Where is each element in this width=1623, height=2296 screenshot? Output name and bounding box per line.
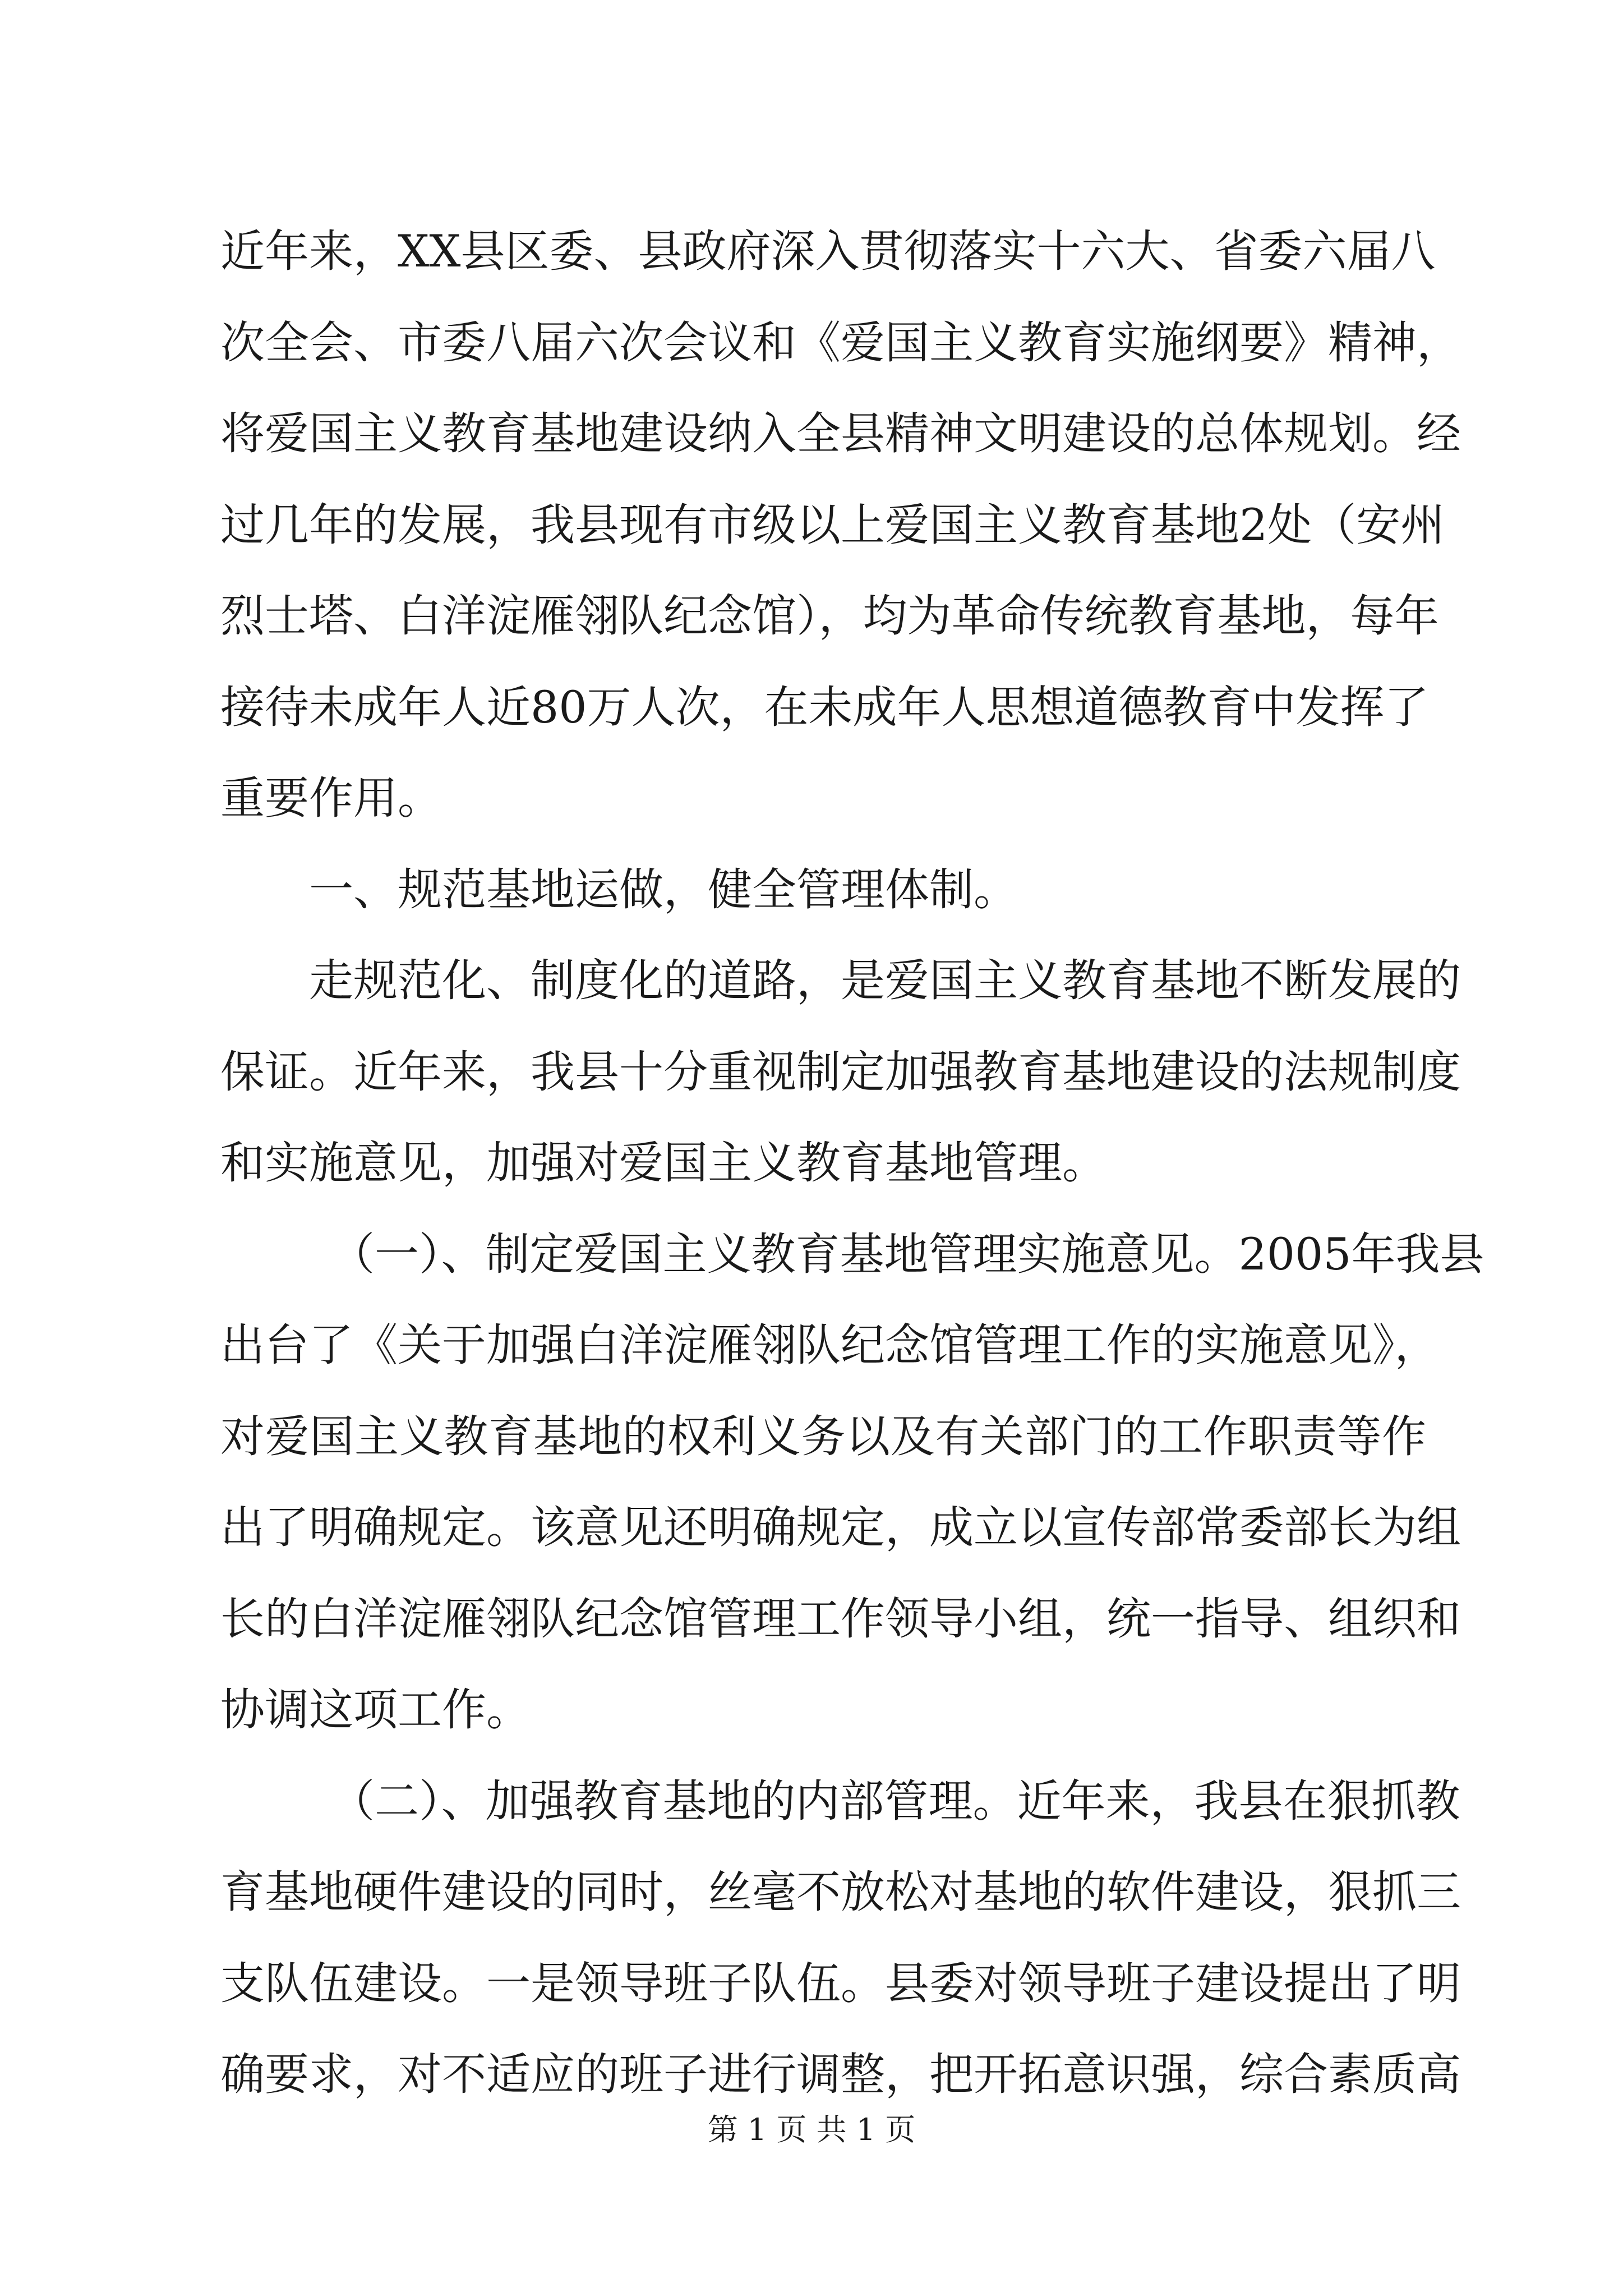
text-line: 过几年的发展，我县现有市级以上爱国主义教育基地2处（安州 [220,499,1445,551]
text-line: 协调这项工作。 [220,1684,531,1736]
text-line: 对爱国主义教育基地的权利义务以及有关部门的工作职责等作 [220,1410,1426,1462]
text-line: 支队伍建设。一是领导班子队伍。县委对领导班子建设提出了明 [220,1957,1461,2009]
text-line: 长的白洋淀雁翎队纪念馆管理工作领导小组，统一指导、组织和 [220,1593,1461,1645]
subsection-line: （一）、制定爱国主义教育基地管理实施意见。2005年我县 [330,1228,1484,1280]
section-heading: 一、规范基地运做，健全管理体制。 [309,863,1018,915]
text-line: 和实施意见，加强对爱国主义教育基地管理。 [220,1137,1106,1189]
text-line: 接待未成年人近80万人次，在未成年人思想道德教育中发挥了 [220,681,1429,733]
text-line: 将爱国主义教育基地建设纳入全县精神文明建设的总体规划。经 [220,408,1461,459]
text-line: 育基地硬件建设的同时，丝毫不放松对基地的软件建设，狠抓三 [220,1866,1461,1918]
text-line: 重要作用。 [220,772,442,824]
text-line: 确要求，对不适应的班子进行调整，把开拓意识强，综合素质高 [220,2049,1461,2100]
text-line: 出台了《关于加强白洋淀雁翎队纪念馆管理工作的实施意见》， [220,1319,1439,1371]
document-body [220,206,1484,2120]
text-line: 近年来，XX县区委、县政府深入贯彻落实十六大、省委六届八 [220,226,1436,277]
text-line: 次全会、市委八届六次会议和《爱国主义教育实施纲要》精神， [220,316,1461,369]
text-line: 出了明确规定。该意见还明确规定，成立以宣传部常委部长为组 [220,1502,1461,1553]
page-number-footer: 第 1 页 共 1 页 [707,2112,916,2147]
text-line: 保证。近年来，我县十分重视制定加强教育基地建设的法规制度 [220,1046,1461,1098]
text-line: 走规范化、制度化的道路，是爱国主义教育基地不断发展的 [309,955,1461,1006]
text-line: 烈士塔、白洋淀雁翎队纪念馆），均为革命传统教育基地，每年 [220,590,1439,642]
subsection-line: （二）、加强教育基地的内部管理。近年来，我县在狠抓教 [330,1775,1460,1827]
